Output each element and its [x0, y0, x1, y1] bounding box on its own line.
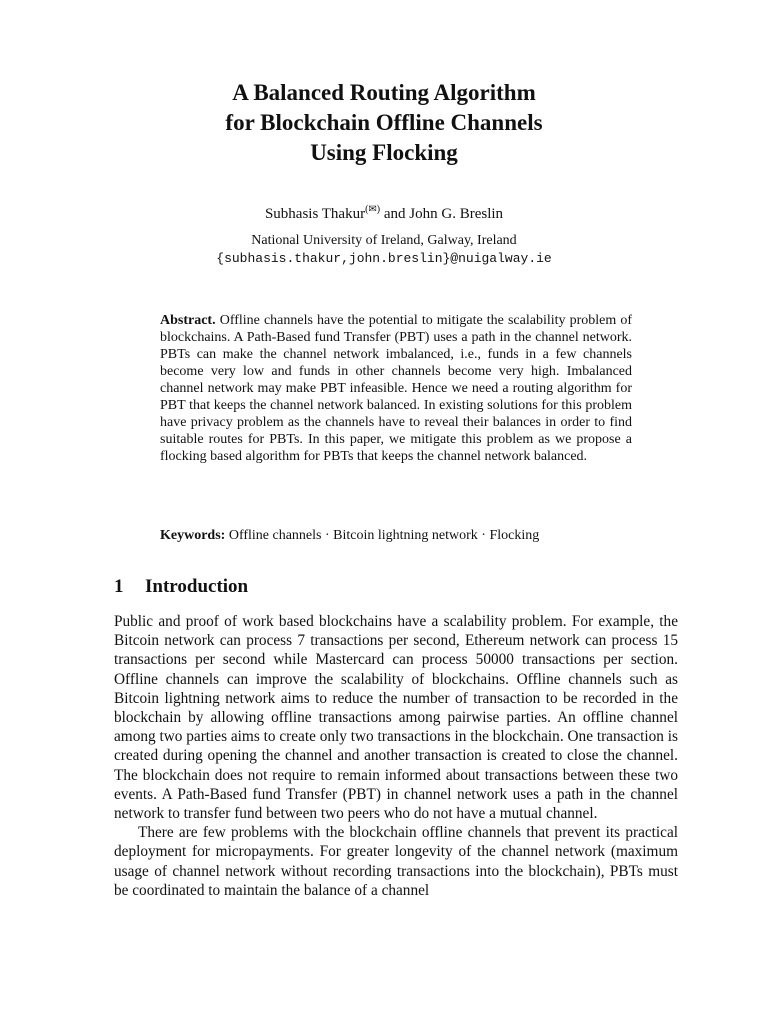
keywords-text: Offline channels · Bitcoin lightning network · Flocking [228, 528, 540, 543]
paragraph: There are few problems with the blockchain offline channels that prevent its practical deployment for micropayments. For greater longevity of the channel network (maximum usage of channel network without recording transactions into the blockchain), PBTs must be coordinated to maintain the balance of a channel [114, 824, 678, 899]
abstract-text: Offline channels have the potential to mitigate the scalability problem of blockchains. A Path-Based fund Transfer (PBT) uses a path in the channel network. PBTs can make the channel network imbalanced, i.e., funds in a few channels become very low and funds in other channels become very high. Imbalanced channel network may make PBT infeasible. Hence we need a routing algorithm for PBT that keeps the channel network balanced. In existing solutions for this problem have privacy problem as the channels have to reveal their balances in order to find suitable routes for PBTs. In this paper, we mitigate this problem as we propose a flocking based algorithm for PBTs that keeps the channel network balanced. [160, 313, 632, 464]
abstract-label: Abstract. [160, 313, 216, 328]
affiliation: National University of Ireland, Galway, Ireland [251, 233, 517, 248]
section-heading [114, 575, 248, 599]
affiliation-block [0, 232, 768, 268]
author-list [0, 200, 768, 224]
section-number: 1 [114, 576, 124, 597]
title-line: A Balanced Routing Algorithm [232, 80, 536, 105]
author-name: John G. Breslin [409, 206, 504, 222]
author-conjunction: and [380, 206, 410, 222]
keywords [160, 527, 632, 544]
abstract [160, 312, 632, 465]
section-title: Introduction [145, 576, 249, 597]
title-line: for Blockchain Offline Channels [225, 110, 543, 135]
corresponding-author-mark: (✉) [365, 204, 381, 215]
title-line: Using Flocking [310, 140, 458, 165]
section-body [114, 612, 678, 900]
author-emails: {subhasis.thakur,john.breslin}@nuigalway.ie [216, 251, 552, 266]
keywords-label: Keywords: [160, 528, 226, 543]
author-name: Subhasis Thakur [264, 206, 366, 222]
paragraph: Public and proof of work based blockchains have a scalability problem. For example, the Bitcoin network can process 7 transactions per second, Ethereum network can process 15 transactions per second while Mastercard can process 50000 transactions per section. Offline channels can improve the scalability of blockchains. Offline channels such as Bitcoin lightning network aims to reduce the number of transaction to be recorded in the blockchain by allowing offline transactions among pairwise parties. An offline channel among two parties aims to create only two transactions in the blockchain. One transaction is created during opening the channel and another transaction is created to close the channel. The blockchain does not require to remain informed about transactions between these two events. A Path-Based fund Transfer (PBT) in channel network uses a path in the channel network to transfer fund between two peers who do not have a mutual channel. [114, 613, 678, 823]
paper-title [0, 78, 768, 168]
